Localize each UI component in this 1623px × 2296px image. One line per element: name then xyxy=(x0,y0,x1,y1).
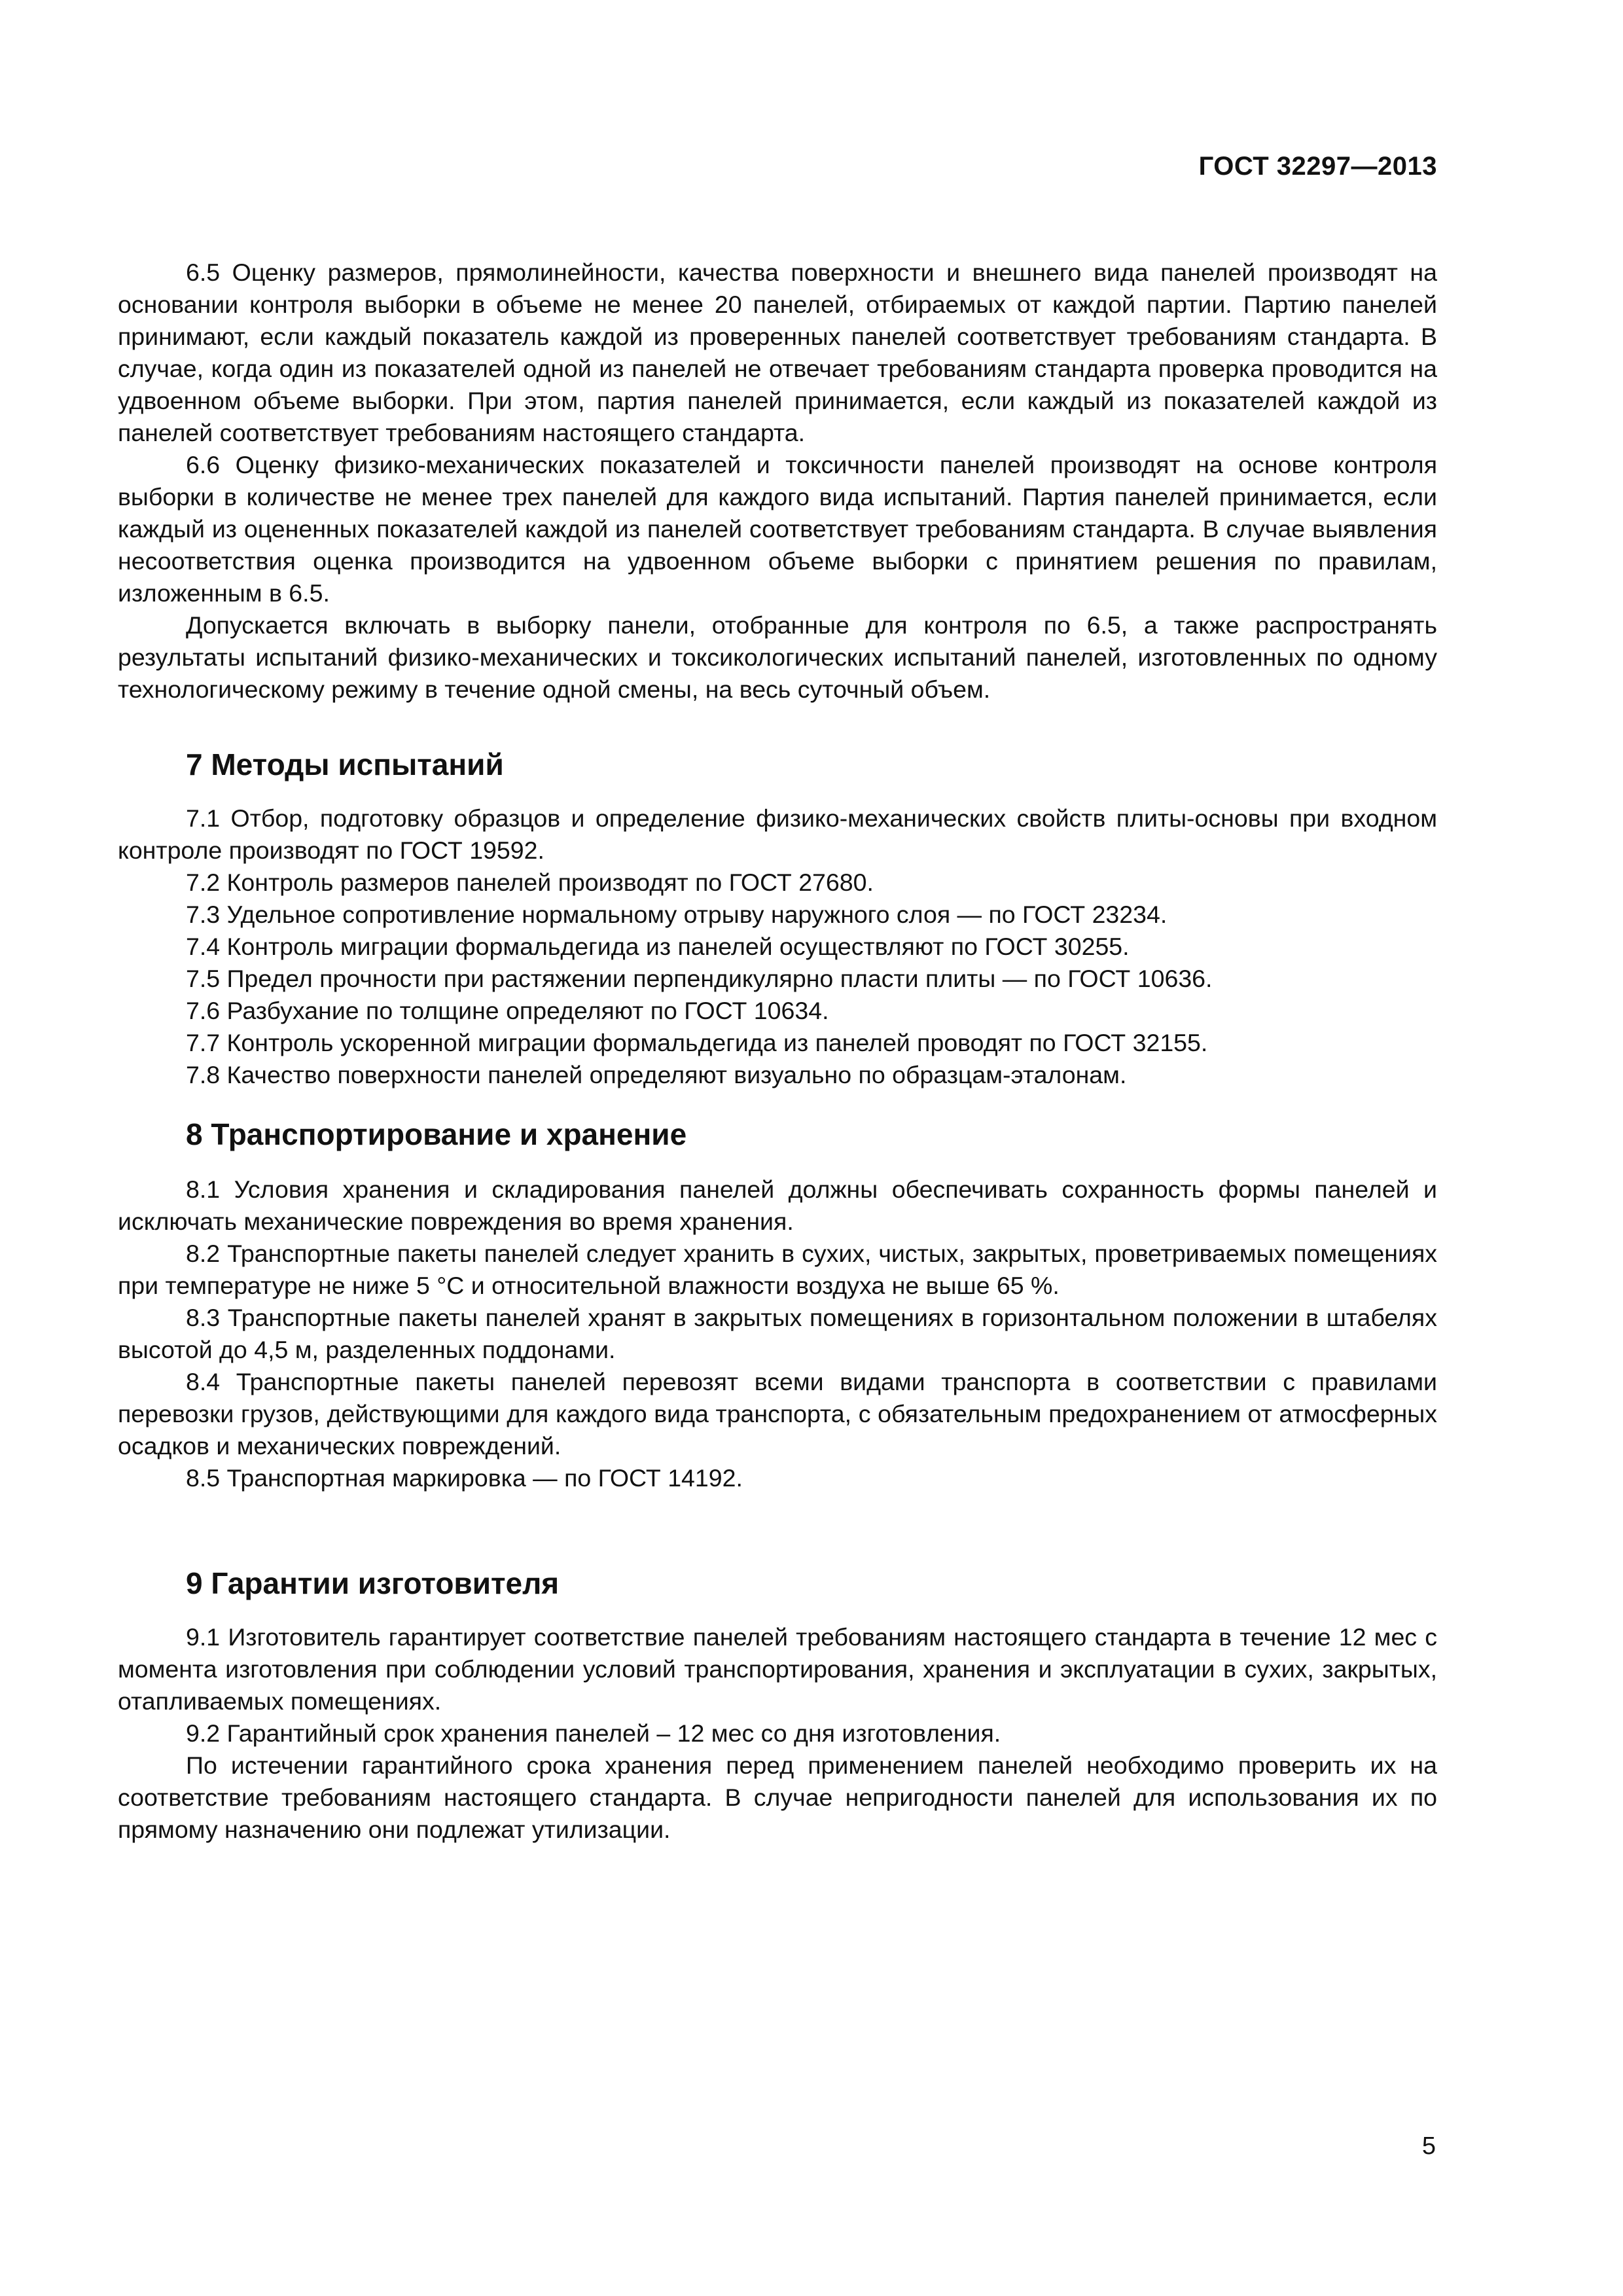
paragraph-8-3: 8.3 Транспортные пакеты панелей хранят в закрытых помещениях в горизонтальном положении в штабелях высотой до 4,5 м, разделенных поддонами. xyxy=(118,1304,1437,1363)
section-9 xyxy=(118,1565,1437,1846)
paragraph-6-5: 6.5 Оценку размеров, прямолинейности, качества поверхности и внешнего вида панелей производят на основании контроля выборки в объеме не менее 20 панелей, отбираемых от каждой партии. Партию панелей принимают, если каждый показатель каждой из проверенных панелей соответствует требованиям стандарта. В случае, когда один из показателей одной из панелей не отвечает требованиям стандарта проверка проводится на удвоенном объеме выборки. При этом, партия панелей принимается, если каждый из показателей каждой из панелей соответствует требованиям настоящего стандарта. xyxy=(118,259,1437,446)
paragraph-9-2-note: По истечении гарантийного срока хранения перед применением панелей необходимо проверить их на соответствие требованиям настоящего стандарта. В случае непригодности панелей для использования их по прямому назначению они подлежат утилизации. xyxy=(118,1751,1437,1843)
paragraph-7-7: 7.7 Контроль ускоренной миграции формальдегида из панелей проводят по ГОСТ 32155. xyxy=(186,1029,1208,1056)
paragraph-7-5: 7.5 Предел прочности при растяжении перпендикулярно пласти плиты — по ГОСТ 10636. xyxy=(186,965,1213,992)
paragraph-8-2: 8.2 Транспортные пакеты панелей следует хранить в сухих, чистых, закрытых, проветриваемых помещениях при температуре не ниже 5 °С и относительной влажности воздуха не выше 65 %. xyxy=(118,1240,1437,1299)
paragraph-7-6: 7.6 Разбухание по толщине определяют по ГОСТ 10634. xyxy=(186,997,829,1024)
document-body xyxy=(118,257,1437,1846)
paragraph-7-1: 7.1 Отбор, подготовку образцов и определение физико-механических свойств плиты-основы при входном контроле производят по ГОСТ 19592. xyxy=(118,804,1437,864)
paragraph-6-6: 6.6 Оценку физико-механических показателей и токсичности панелей производят на основе контроля выборки в количестве не менее трех панелей для каждого вида испытаний. Партия панелей принимается, если каждый из оцененных показателей каждой из панелей соответствует требованиям стандарта. В случае выявления несоответствия оценка производится на удвоенном объеме выборки с принятием решения по правилам, изложенным в 6.5. xyxy=(118,451,1437,607)
paragraph-8-1: 8.1 Условия хранения и складирования панелей должны обеспечивать сохранность формы панелей и исключать механические повреждения во время хранения. xyxy=(118,1175,1437,1235)
paragraph-7-2: 7.2 Контроль размеров панелей производят по ГОСТ 27680. xyxy=(186,869,874,896)
section-8-title: 8 Транспортирование и хранение xyxy=(186,1117,687,1151)
paragraph-7-4: 7.4 Контроль миграции формальдегида из панелей осуществляют по ГОСТ 30255. xyxy=(186,933,1130,960)
paragraph-7-8: 7.8 Качество поверхности панелей определяют визуально по образцам-эталонам. xyxy=(186,1061,1127,1088)
page-number: 5 xyxy=(1421,2132,1436,2160)
paragraph-8-4: 8.4 Транспортные пакеты панелей перевозят всеми видами транспорта в соответствии с правилами перевозки грузов, действующими для каждого вида транспорта, с обязательным предохранением от атмосферных осадков и механических повреждений. xyxy=(118,1368,1437,1460)
section-6-tail xyxy=(118,257,1437,706)
section-7-title: 7 Методы испытаний xyxy=(186,747,504,781)
section-8 xyxy=(118,1116,1437,1494)
document-code: ГОСТ 32297—2013 xyxy=(1198,152,1437,181)
paragraph-9-2: 9.2 Гарантийный срок хранения панелей – 12 мес со дня изготовления. xyxy=(186,1719,1001,1747)
paragraph-8-5: 8.5 Транспортная маркировка — по ГОСТ 14192. xyxy=(186,1464,743,1492)
paragraph-7-3: 7.3 Удельное сопротивление нормальному отрыву наружного слоя — по ГОСТ 23234. xyxy=(186,901,1168,928)
section-7 xyxy=(118,746,1437,1091)
section-9-title: 9 Гарантии изготовителя xyxy=(186,1566,560,1600)
paragraph-6-6-note: Допускается включать в выборку панели, отобранные для контроля по 6.5, а также распространять результаты испытаний физико-механических и токсикологических испытаний панелей, изготовленных по одному технологическому режиму в течение одной смены, на весь суточный объем. xyxy=(118,611,1437,703)
paragraph-9-1: 9.1 Изготовитель гарантирует соответствие панелей требованиям настоящего стандарта в течение 12 мес с момента изготовления при соблюдении условий транспортирования, хранения и эксплуатации в сухих, закрытых, отапливаемых помещениях. xyxy=(118,1623,1437,1715)
